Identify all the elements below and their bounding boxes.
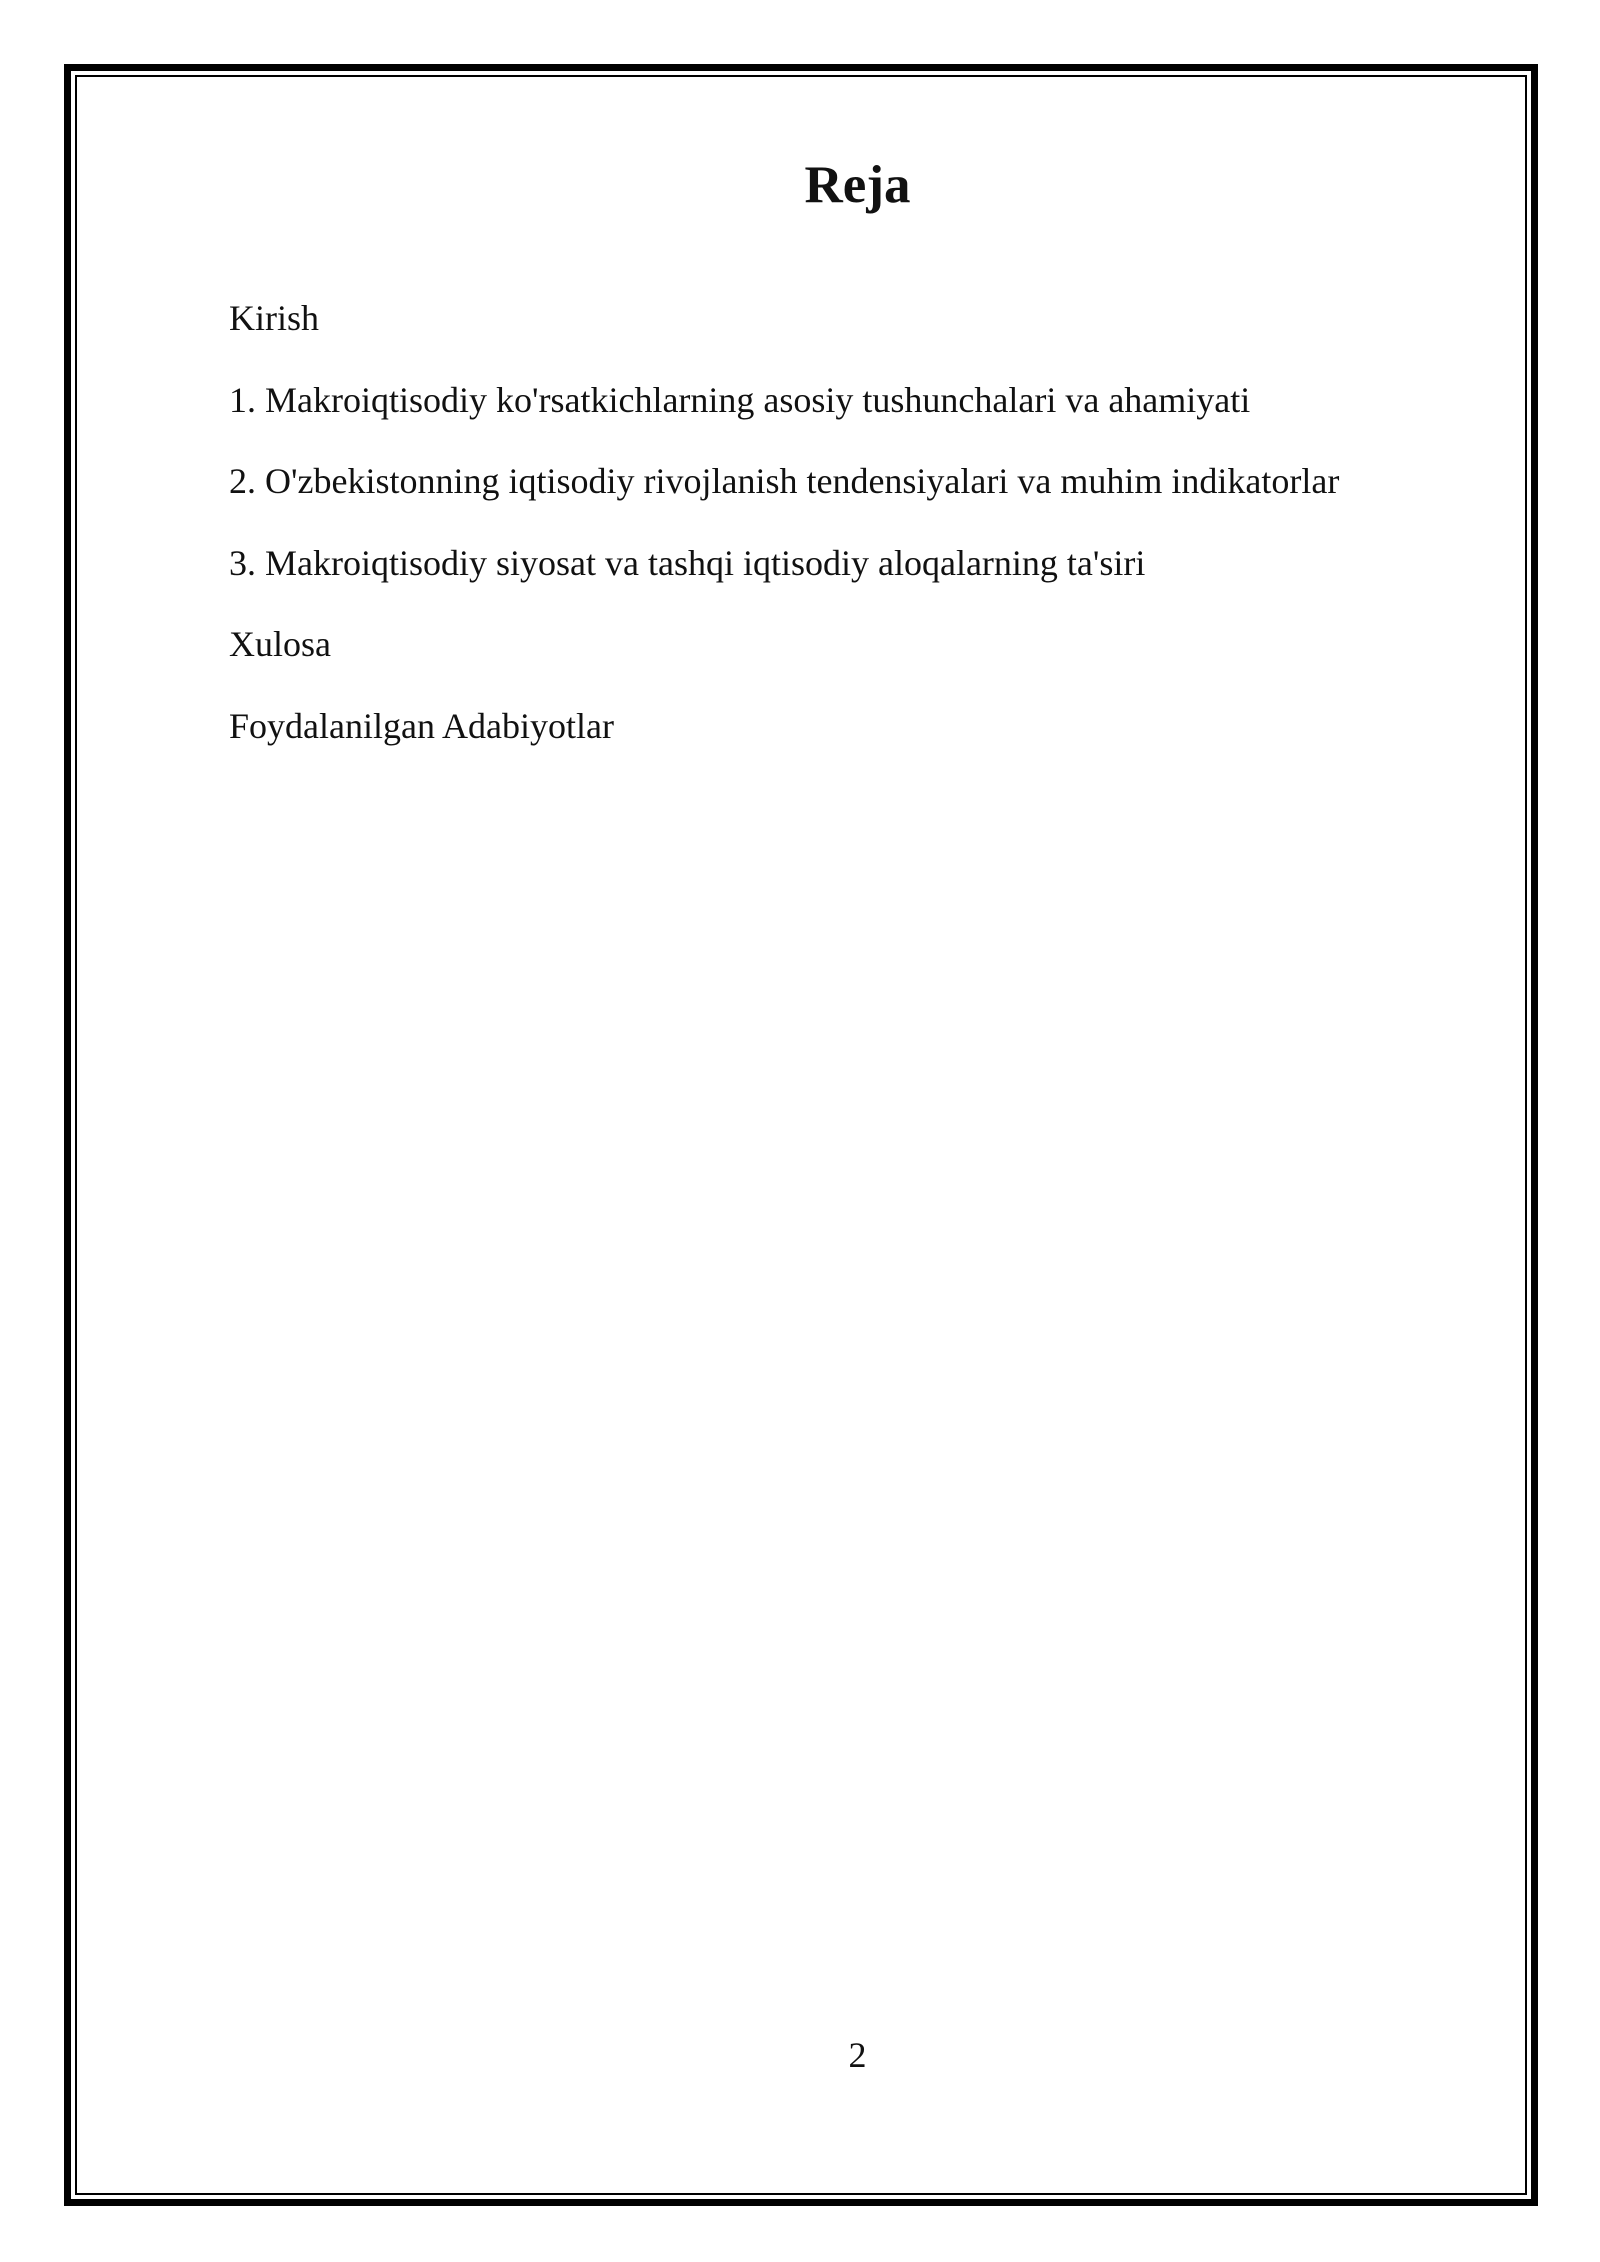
toc-item-chapter-3: 3. Makroiqtisodiy siyosat va tashqi iqtisodiy aloqalarning ta'siri	[229, 542, 1146, 583]
toc-item-introduction: Kirish	[229, 298, 319, 338]
page-number: 2	[848, 2035, 867, 2075]
toc-item-chapter-1: 1. Makroiqtisodiy ko'rsatkichlarning asosiy tushunchalari va ahamiyati	[229, 379, 1251, 420]
page-title: Reja	[804, 156, 911, 214]
table-of-contents	[229, 288, 1339, 777]
toc-item-chapter-2: 2. O'zbekistonning iqtisodiy rivojlanish tendensiyalari va muhim indikatorlar	[229, 461, 1340, 501]
toc-item-conclusion: Xulosa	[229, 624, 331, 664]
toc-item-references: Foydalanilgan Adabiyotlar	[229, 705, 614, 746]
